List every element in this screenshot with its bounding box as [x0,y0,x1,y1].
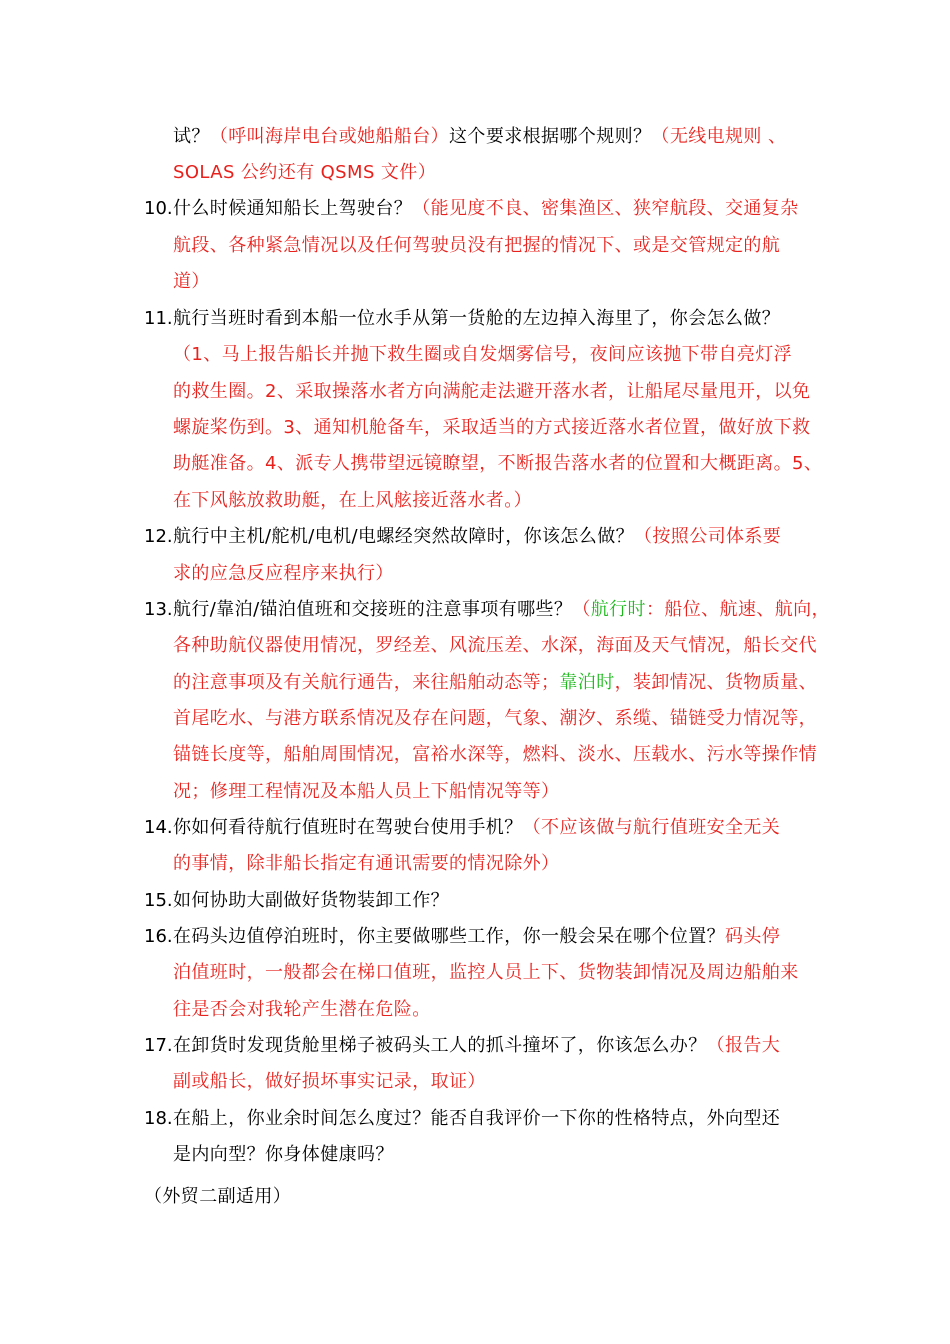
text-line [173,598,830,622]
text-line [173,998,431,1022]
answer-text: 助艇准备。4、派专人携带望远镜瞭望，不断报告落水者的位置和大概距离。5、 [173,453,823,474]
text-line [173,525,781,549]
answer-text: （无线电规则 、 [651,126,787,147]
text-line [173,234,780,258]
text-line [173,1143,394,1167]
section-label: 靠泊时 [559,672,615,693]
text-line [173,743,817,767]
answer-text: 泊值班时，一般都会在梯口值班，监控人员上下、货物装卸情况及周边船舶来 [173,962,799,983]
answer-text: 各种助航仪器使用情况，罗经差、风流压差、水深，海面及天气情况，船长交代 [173,635,817,656]
text-line [173,852,559,876]
text-line [173,452,822,476]
answer-text: 的事情，除非船长指定有通讯需要的情况除外） [173,853,560,874]
question-text: 什么时候通知船长上驾驶台？ [173,198,413,219]
question-text: 在码头边值停泊班时，你主要做哪些工作，你一般会呆在哪个位置？ [173,926,725,947]
answer-text: 螺旋桨伤到。3、通知机舱备车，采取适当的方式接近落水者位置，做好放下救 [173,417,811,438]
question-number: 10. [144,198,173,219]
answer-text: （按照公司体系要 [634,526,782,547]
text-line [173,1070,486,1094]
text-line [173,270,210,294]
text-line [173,671,817,695]
text-line [173,961,799,985]
question-text: 这个要求根据哪个规则？ [449,126,652,147]
question-text: 是内向型？你身体健康吗？ [173,1144,394,1165]
answer-text: 的救生圈。2、采取操落水者方向满舵走法避开落水者，让船尾尽量甩开，以免 [173,381,811,402]
question-text: 你如何看待航行值班时在驾驶台使用手机？ [173,817,523,838]
text-line [173,416,810,440]
question-text: 如何协助大副做好货物装卸工作？ [173,890,449,911]
question-number: 12. [144,526,173,547]
question-text: 试？ [173,126,210,147]
text-line [173,197,799,221]
question-text: 航行/靠泊/锚泊值班和交接班的注意事项有哪些？ [173,599,573,620]
section-label: 航行时 [590,599,646,620]
question-text: 航行中主机/舵机/电机/电螺经突然故障时，你该怎么做？ [173,526,634,547]
question-text: 航行当班时看到本船一位水手从第一货舱的左边掉入海里了，你会怎么做？ [173,308,781,329]
question-text: 在船上，你业余时间怎么度过？能否自我评价一下你的性格特点，外向型还 [173,1108,781,1129]
answer-text: ：船位、航速、航向， [645,599,830,620]
answer-text: （不应该做与航行值班安全无关 [522,817,781,838]
answer-text: 求的应急反应程序来执行） [173,563,394,584]
answer-text: 在下风舷放救助艇，在上风舷接近落水者。） [173,490,532,511]
text-line [173,125,786,149]
text-line [173,161,436,185]
text-line [173,816,780,840]
question-text: 在卸货时发现货舱里梯子被码头工人的抓斗撞坏了，你该怎么办？ [173,1035,707,1056]
question-number: 11. [144,308,173,329]
answer-text: （1、马上报告船长并抛下救生圈或自发烟雾信号，夜间应该抛下带自亮灯浮 [173,344,793,365]
question-number: 18. [144,1108,173,1129]
text-line [173,780,559,804]
text-line [173,707,817,731]
answer-text: （ [572,599,591,620]
question-number: 15. [144,890,173,911]
answer-text: 的注意事项及有关航行通告，来往船舶动态等； [173,672,560,693]
question-number: 14. [144,817,173,838]
answer-text: 往是否会对我轮产生潜在危险。 [173,999,431,1020]
answer-text: （报告大 [706,1035,781,1056]
text-line [173,307,780,331]
footer-note: （外贸二副适用） [144,1186,292,1207]
text-line [173,489,532,513]
answer-text: （呼叫海岸电台或她船船台） [209,126,450,147]
text-line [173,380,810,404]
answer-text: 航段、各种紧急情况以及任何驾驶员没有把握的情况下、或是交管规定的航 [173,235,781,256]
answer-text: 副或船长，做好损坏事实记录，取证） [173,1071,486,1092]
question-number: 13. [144,599,173,620]
text-line [173,343,792,367]
answer-text: 况；修理工程情况及本船人员上下船情况等等） [173,781,560,802]
answer-text: 首尾吃水、与港方联系情况及存在问题，气象、潮汐、系缆、锚链受力情况等， [173,708,817,729]
question-number: 17. [144,1035,173,1056]
text-line [173,889,449,913]
answer-text: （能见度不良、密集渔区、狭窄航段、交通复杂 [412,198,799,219]
text-line [173,562,394,586]
answer-text: 道） [173,271,210,292]
text-line [173,634,817,658]
text-line [173,1034,780,1058]
text-line [173,1107,780,1131]
answer-text: 码头停 [725,926,781,947]
question-number: 16. [144,926,173,947]
answer-text: 锚链长度等，船舶周围情况，富裕水深等，燃料、淡水、压载水、污水等操作情 [173,744,817,765]
answer-text: ，装卸情况、货物质量、 [614,672,818,693]
text-line [173,925,780,949]
answer-text: SOLAS 公约还有 QSMS 文件） [173,162,437,183]
